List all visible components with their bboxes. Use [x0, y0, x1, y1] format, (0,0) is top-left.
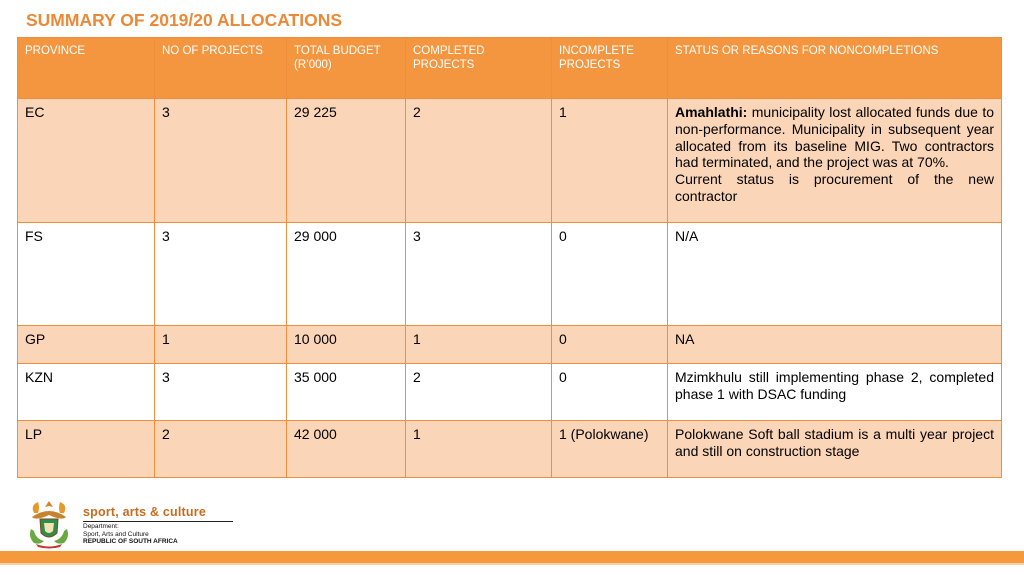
status-lead: Amahlathi: [675, 104, 748, 120]
cell-incomplete: 0 [552, 364, 668, 421]
cell-status: N/A [668, 223, 1002, 326]
cell-completed: 1 [406, 421, 552, 478]
department-caption [83, 523, 178, 546]
cell-completed: 2 [406, 99, 552, 223]
cell-province: EC [18, 99, 155, 223]
header-incomplete-projects: INCOMPLETE PROJECTS [552, 38, 668, 99]
cell-budget: 35 000 [287, 364, 406, 421]
table-header-row [18, 38, 1002, 99]
header-completed-projects: COMPLETED PROJECTS [406, 38, 552, 99]
coat-of-arms-icon [26, 499, 72, 549]
allocations-table [17, 37, 1002, 478]
cell-budget: 29 000 [287, 223, 406, 326]
cell-completed: 3 [406, 223, 552, 326]
table-row-ec [18, 99, 1002, 223]
cell-province: FS [18, 223, 155, 326]
cell-budget: 29 225 [287, 99, 406, 223]
header-no-of-projects: NO OF PROJECTS [155, 38, 287, 99]
table-row-kzn [18, 364, 1002, 421]
cell-completed: 2 [406, 364, 552, 421]
cell-status: Polokwane Soft ball stadium is a multi year project and still on construction stage [668, 421, 1002, 478]
status-text: municipality lost allocated funds due to non-performance. Municipality in subsequent year allocated from its baseline MIG. Two contractors had terminated, and the project was at 70%. [675, 104, 994, 171]
brand-divider [83, 521, 233, 522]
cell-projects: 3 [155, 99, 287, 223]
department-label: Department: [83, 523, 119, 530]
cell-projects: 3 [155, 223, 287, 326]
cell-status [668, 99, 1002, 223]
department-logo [26, 499, 256, 549]
cell-province: GP [18, 326, 155, 364]
cell-incomplete: 1 [552, 99, 668, 223]
cell-incomplete: 0 [552, 223, 668, 326]
header-status: STATUS OR REASONS FOR NONCOMPLETIONS [668, 38, 1002, 99]
cell-projects: 1 [155, 326, 287, 364]
page-title: SUMMARY OF 2019/20 ALLOCATIONS [26, 10, 343, 30]
cell-projects: 3 [155, 364, 287, 421]
cell-status: Mzimkhulu still implementing phase 2, completed phase 1 with DSAC funding [668, 364, 1002, 421]
cell-budget: 42 000 [287, 421, 406, 478]
cell-status: NA [668, 326, 1002, 364]
cell-province: KZN [18, 364, 155, 421]
cell-province: LP [18, 421, 155, 478]
table-row-fs [18, 223, 1002, 326]
header-province: PROVINCE [18, 38, 155, 99]
brand-name: sport, arts & culture [83, 505, 206, 519]
cell-incomplete: 1 (Polokwane) [552, 421, 668, 478]
footer-bar [0, 551, 1024, 563]
country-label: REPUBLIC OF SOUTH AFRICA [83, 538, 178, 545]
header-total-budget: TOTAL BUDGET (R’000) [287, 38, 406, 99]
table-row-lp [18, 421, 1002, 478]
status-extra: Current status is procurement of the new contractor [675, 171, 994, 204]
table-row-gp [18, 326, 1002, 364]
cell-projects: 2 [155, 421, 287, 478]
department-full-name: Sport, Arts and Culture [83, 530, 149, 538]
cell-completed: 1 [406, 326, 552, 364]
cell-incomplete: 0 [552, 326, 668, 364]
cell-budget: 10 000 [287, 326, 406, 364]
